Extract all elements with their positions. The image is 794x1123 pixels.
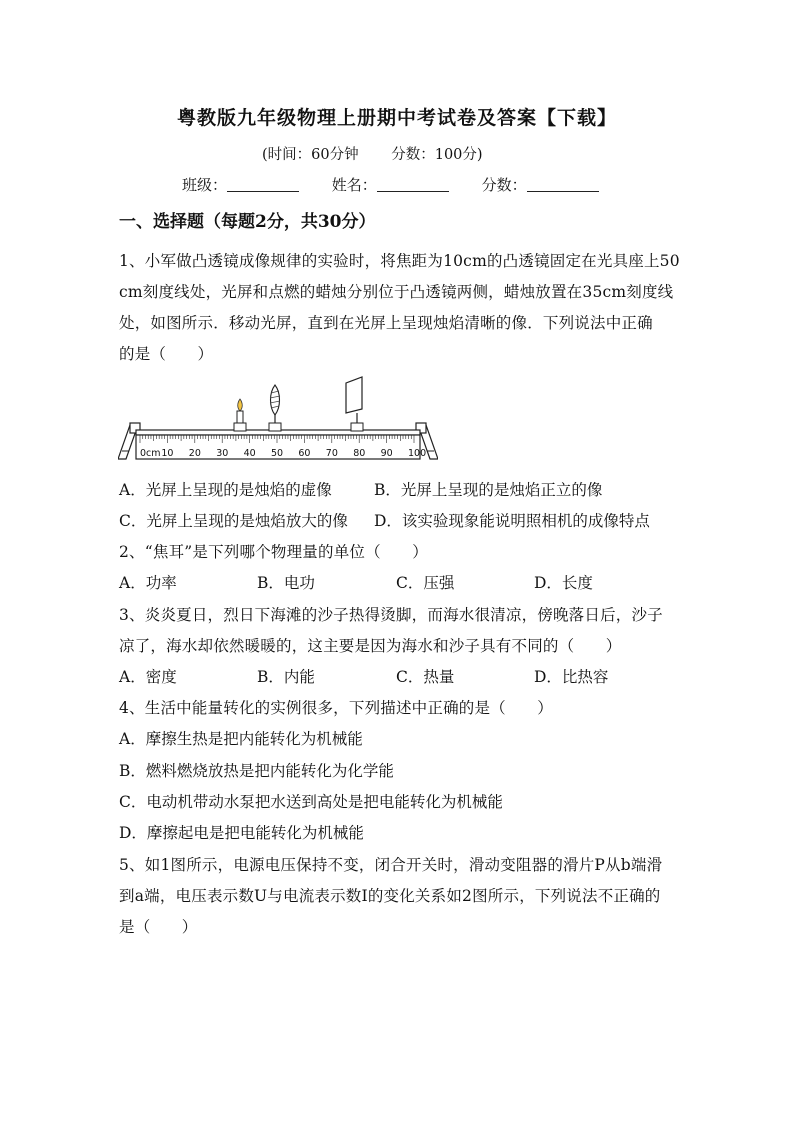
q2-option-c[interactable]: C．压强 — [396, 574, 455, 592]
q4-option-a[interactable]: A．摩擦生热是把内能转化为机械能 — [119, 730, 363, 748]
q4-option-b[interactable]: B．燃料燃烧放热是把内能转化为化学能 — [119, 762, 394, 780]
ruler-label: 0cm — [140, 448, 161, 459]
q1-line: 1、小军做凸透镜成像规律的实验时，将焦距为10cm的凸透镜固定在光具座上50 — [119, 252, 680, 270]
q1-line: 的是（ ） — [119, 345, 214, 363]
exam-time: (时间：60分钟 — [262, 147, 359, 163]
light-screen-icon — [346, 377, 363, 431]
q4-stem: 4、生活中能量转化的实例很多，下列描述中正确的是（ ） — [119, 699, 553, 717]
q3-line: 凉了，海水却依然暖暖的，这主要是因为海水和沙子具有不同的（ ） — [119, 637, 622, 655]
optical-bench-figure — [118, 375, 438, 465]
ruler-label: 80 — [353, 448, 366, 459]
ruler-label: 40 — [243, 448, 256, 459]
q3-option-d[interactable]: D．比热容 — [534, 668, 609, 686]
score-label: 分数： — [481, 176, 527, 194]
ruler-label: 30 — [216, 448, 229, 459]
ruler-label: 60 — [298, 448, 311, 459]
ruler-label: 20 — [188, 448, 201, 459]
q1-option-a[interactable]: A．光屏上呈现的是烛焰的虚像 — [119, 481, 332, 499]
q5-line: 5、如1图所示，电源电压保持不变，闭合开关时，滑动变阻器的滑片P从b端滑 — [119, 856, 663, 874]
q1-option-b[interactable]: B．光屏上呈现的是烛焰正立的像 — [374, 481, 603, 499]
q3-option-b[interactable]: B．内能 — [257, 668, 315, 686]
class-label: 班级： — [182, 176, 228, 194]
q1-option-d[interactable]: D．该实验现象能说明照相机的成像特点 — [374, 512, 650, 530]
q3-line: 3、炎炎夏日，烈日下海滩的沙子热得烫脚，而海水很清凉，傍晚落日后，沙子 — [119, 606, 663, 624]
class-field — [182, 174, 299, 195]
student-info — [182, 174, 627, 195]
name-label: 姓名： — [331, 176, 377, 194]
score-field — [482, 174, 599, 195]
q4-option-c[interactable]: C．电动机带动水泵把水送到高处是把电能转化为机械能 — [119, 793, 503, 811]
exam-total-score: 分数：100分) — [391, 147, 483, 163]
ruler-label: 10 — [161, 448, 174, 459]
name-field — [332, 174, 449, 195]
q2-option-b[interactable]: B．电功 — [257, 574, 315, 592]
ruler-label: 70 — [325, 448, 338, 459]
q2-option-a[interactable]: A．功率 — [119, 574, 177, 592]
q2-option-d[interactable]: D．长度 — [534, 574, 593, 592]
section-heading: 一、选择题（每题2分，共30分） — [119, 212, 376, 232]
ruler-label: 50 — [271, 448, 284, 459]
exam-title: 粤教版九年级物理上册期中考试卷及答案【下载】 — [176, 107, 617, 129]
q3-option-c[interactable]: C．热量 — [396, 668, 455, 686]
score-blank[interactable] — [527, 175, 599, 192]
q1-option-c[interactable]: C．光屏上呈现的是烛焰放大的像 — [119, 512, 348, 530]
q3-option-a[interactable]: A．密度 — [119, 668, 177, 686]
q4-option-d[interactable]: D．摩擦起电是把电能转化为机械能 — [119, 824, 364, 842]
class-blank[interactable] — [227, 175, 299, 192]
ruler-label: 100 — [408, 448, 427, 459]
q2-stem: 2、“焦耳”是下列哪个物理量的单位（ ） — [119, 543, 428, 561]
ruler-label: 90 — [380, 448, 393, 459]
q5-line: 到a端，电压表示数U与电流表示数I的变化关系如2图所示，下列说法不正确的 — [119, 887, 661, 905]
q5-line: 是（ ） — [119, 918, 198, 936]
convex-lens-icon — [269, 385, 281, 431]
exam-meta — [262, 143, 511, 164]
q1-line: cm刻度线处，光屏和点燃的蜡烛分别位于凸透镜两侧，蜡烛放置在35cm刻度线 — [119, 283, 674, 301]
q1-line: 处，如图所示．移动光屏，直到在光屏上呈现烛焰清晰的像．下列说法中正确 — [119, 314, 653, 332]
name-blank[interactable] — [377, 175, 449, 192]
candle-icon — [234, 399, 246, 431]
